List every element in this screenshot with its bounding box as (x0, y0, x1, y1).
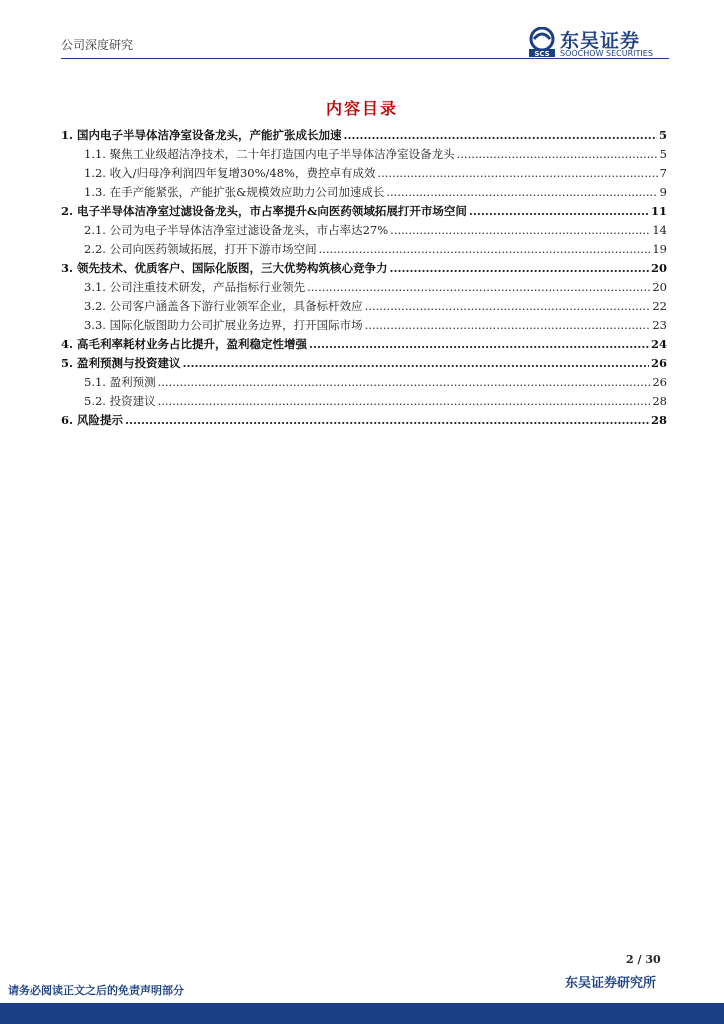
toc-leader-dots (390, 259, 649, 278)
header-divider (61, 58, 669, 59)
toc-entry-text: 5. 盈利预测与投资建议 (61, 356, 181, 370)
toc-entry-text: 5.2. 投资建议 (84, 394, 156, 408)
toc-entry-page: 5 (658, 128, 667, 142)
toc-entry-text: 1.3. 在手产能紧张，产能扩张&规模效应助力公司加速成长 (84, 185, 385, 199)
toc-entry[interactable] (61, 126, 667, 145)
toc-entry[interactable] (61, 392, 667, 411)
toc-entry-page: 19 (652, 242, 667, 256)
toc-entry[interactable] (61, 354, 667, 373)
toc-entry-text: 1.1. 聚焦工业级超洁净技术，二十年打造国内电子半导体洁净室设备龙头 (84, 147, 455, 161)
toc-entry[interactable] (61, 411, 667, 430)
table-of-contents (61, 126, 667, 430)
toc-entry[interactable] (61, 278, 667, 297)
toc-entry-text: 2. 电子半导体洁净室过滤设备龙头，市占率提升&向医药领域拓展打开市场空间 (61, 204, 467, 218)
toc-entry-text: 1.2. 收入/归母净利润四年复增30%/48%，费控卓有成效 (84, 166, 376, 180)
toc-leader-dots (457, 145, 658, 164)
toc-entry-text: 2.1. 公司为电子半导体洁净室过滤设备龙头，市占率达27% (84, 223, 389, 237)
toc-entry[interactable] (61, 316, 667, 335)
toc-entry-text: 3.1. 公司注重技术研发，产品指标行业领先 (84, 280, 306, 294)
toc-entry[interactable] (61, 240, 667, 259)
toc-entry-page: 5 (659, 147, 667, 161)
toc-leader-dots (309, 335, 649, 354)
toc-entry-page: 22 (652, 299, 667, 313)
toc-entry[interactable] (61, 221, 667, 240)
toc-title: 内容目录 (325, 99, 398, 118)
toc-entry-text: 1. 国内电子半导体洁净室设备龙头，产能扩张成长加速 (61, 128, 342, 142)
toc-entry-page: 7 (659, 166, 667, 180)
logo-english-name: SOOCHOW SECURITIES (560, 49, 653, 58)
logo-mark-icon (528, 27, 556, 57)
toc-entry-text: 5.1. 盈利预测 (84, 375, 156, 389)
toc-entry-text: 6. 风险提示 (61, 413, 124, 427)
toc-leader-dots (344, 126, 657, 145)
footer-company: 东吴证券研究所 (565, 976, 657, 991)
toc-leader-dots (307, 278, 650, 297)
toc-leader-dots (377, 164, 657, 183)
company-logo (528, 26, 678, 60)
toc-entry-page: 26 (652, 375, 667, 389)
toc-entry-text: 3.2. 公司客户涵盖各下游行业领军企业，具备标杆效应 (84, 299, 363, 313)
toc-entry[interactable] (61, 259, 667, 278)
toc-entry[interactable] (61, 202, 667, 221)
toc-entry-page: 28 (652, 394, 667, 408)
toc-entry-text: 2.2. 公司向医药领域拓展，打开下游市场空间 (84, 242, 317, 256)
doc-type-label: 公司深度研究 (61, 38, 134, 52)
toc-leader-dots (319, 240, 651, 259)
toc-entry-page: 28 (650, 413, 667, 427)
toc-entry-page: 14 (652, 223, 667, 237)
toc-leader-dots (386, 183, 657, 202)
page-header (0, 0, 724, 70)
toc-leader-dots (365, 297, 651, 316)
toc-leader-dots (125, 411, 649, 430)
toc-entry-text: 3.3. 国际化版图助力公司扩展业务边界，打开国际市场 (84, 318, 363, 332)
toc-entry[interactable] (61, 297, 667, 316)
toc-entry-text: 3. 领先技术、优质客户、国际化版图，三大优势构筑核心竞争力 (61, 261, 388, 275)
toc-entry[interactable] (61, 164, 667, 183)
page-number: 2 / 30 (626, 953, 661, 966)
toc-entry[interactable] (61, 145, 667, 164)
footer-disclaimer: 请务必阅读正文之后的免责声明部分 (8, 984, 184, 997)
toc-leader-dots (158, 373, 651, 392)
footer-bar (0, 1003, 724, 1024)
toc-entry-page: 20 (652, 280, 667, 294)
toc-leader-dots (469, 202, 649, 221)
toc-entry[interactable] (61, 183, 667, 202)
logo-mark-text: SCS (534, 50, 550, 57)
toc-entry-text: 4. 高毛利率耗材业务占比提升，盈利稳定性增强 (61, 337, 308, 351)
toc-leader-dots (158, 392, 651, 411)
toc-entry-page: 20 (650, 261, 667, 275)
logo-chinese-name: 东吴证券 (560, 30, 641, 52)
toc-leader-dots (365, 316, 651, 335)
toc-leader-dots (183, 354, 649, 373)
toc-entry[interactable] (61, 373, 667, 392)
toc-entry[interactable] (61, 335, 667, 354)
toc-entry-page: 9 (659, 185, 667, 199)
toc-leader-dots (390, 221, 650, 240)
toc-entry-page: 23 (652, 318, 667, 332)
toc-entry-page: 26 (650, 356, 667, 370)
toc-entry-page: 11 (650, 204, 667, 218)
toc-entry-page: 24 (650, 337, 667, 351)
